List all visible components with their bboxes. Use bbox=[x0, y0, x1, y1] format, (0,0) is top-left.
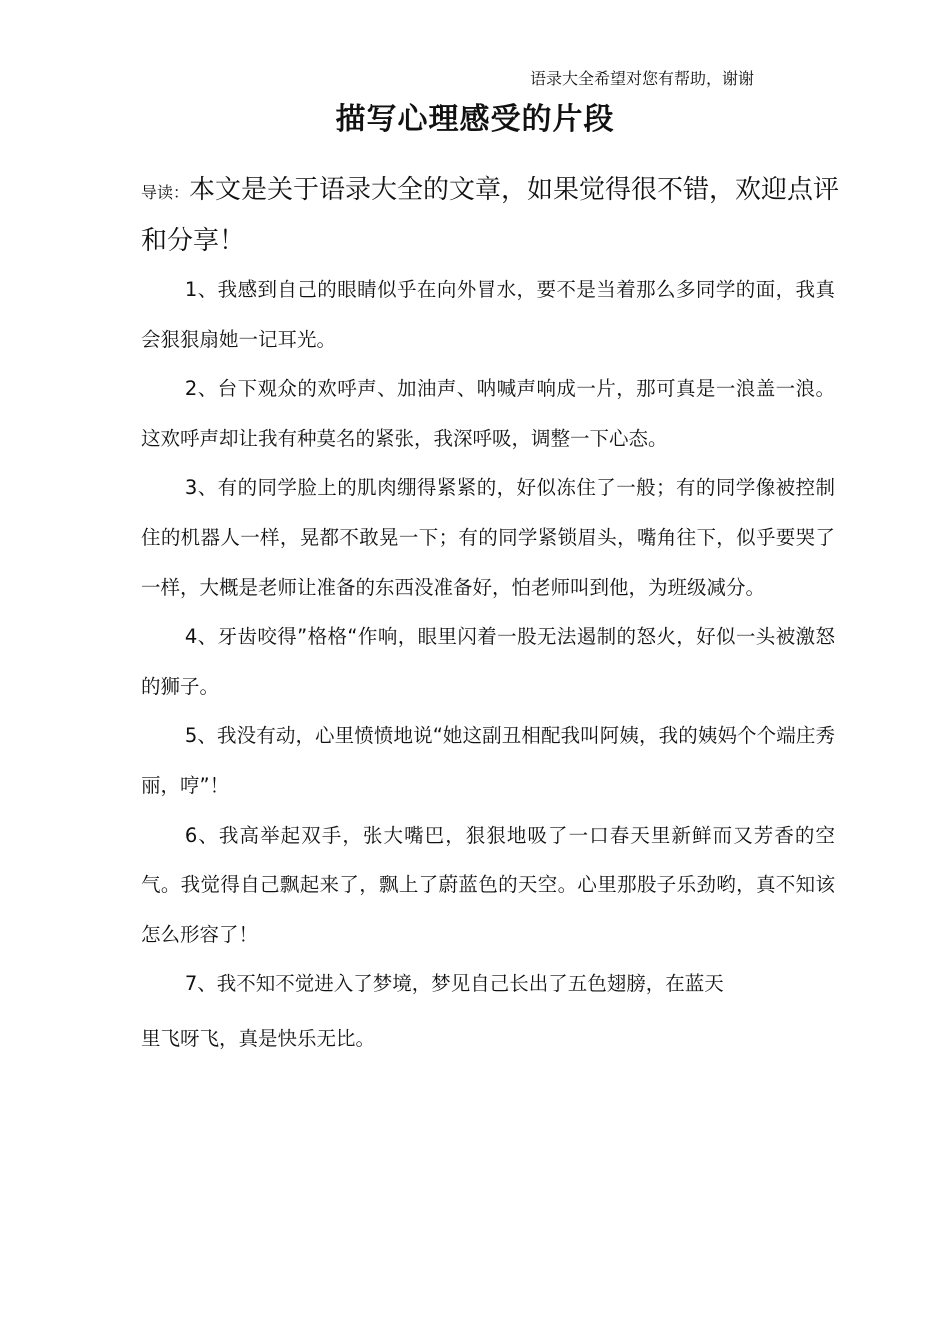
paragraph-1: 1、我感到自己的眼睛似乎在向外冒水，要不是当着那么多同学的面，我真会狠狠扇她一记耳光。 bbox=[141, 278, 835, 351]
paragraph-2: 2、台下观众的欢呼声、加油声、呐喊声响成一片，那可真是一浪盖一浪。这欢呼声却让我有种莫名的紧张，我深呼吸，调整一下心态。 bbox=[141, 377, 835, 450]
header-note: 语录大全希望对您有帮助，谢谢 bbox=[529, 69, 754, 88]
paragraph-3: 3、有的同学脸上的肌肉绷得紧紧的，好似冻住了一般；有的同学像被控制住的机器人一样，晃都不敢晃一下；有的同学紧锁眉头，嘴角往下，似乎要哭了一样，大概是老师让准备的东西没准备好，怕老师叫到他，为班级减分。 bbox=[141, 476, 835, 599]
paragraph-7-line-2: 里飞呀飞，真是快乐无比。 bbox=[141, 1026, 376, 1050]
paragraph-7-line-1: 7、我不知不觉进入了梦境，梦见自己长出了五色翅膀，在蓝天 bbox=[184, 972, 724, 996]
paragraph-4: 4、牙齿咬得”格格“作响，眼里闪着一股无法遏制的怒火，好似一头被激怒的狮子。 bbox=[141, 625, 835, 698]
intro-label: 导读： bbox=[141, 183, 190, 202]
paragraph-5: 5、我没有动，心里愤愤地说“她这副丑相配我叫阿姨，我的姨妈个个端庄秀丽，哼”！ bbox=[141, 724, 835, 797]
intro-paragraph bbox=[141, 166, 841, 266]
intro-text: 本文是关于语录大全的文章，如果觉得很不错，欢迎点评和分享！ bbox=[141, 175, 840, 256]
paragraph-6: 6、我高举起双手，张大嘴巴，狠狠地吸了一口春天里新鲜而又芳香的空气。我觉得自己飘起来了，飘上了蔚蓝色的天空。心里那股子乐劲哟，真不知该怎么形容了！ bbox=[141, 823, 835, 946]
page-title: 描写心理感受的片段 bbox=[335, 102, 615, 137]
paragraph-7 bbox=[141, 959, 835, 1063]
article-body bbox=[141, 265, 835, 1064]
